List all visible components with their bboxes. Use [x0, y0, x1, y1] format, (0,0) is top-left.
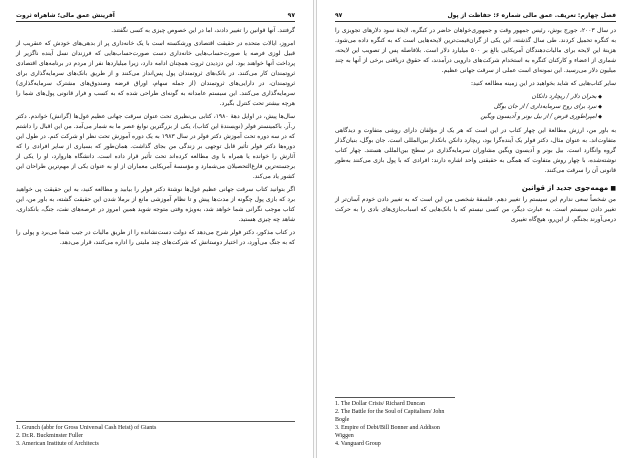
left-paragraph: در کتاب مذکور، دکتر فولر شرح می‌دهد که دولت دست‌نشانده را از طریق مالیات در جیب شما می‌برد و پولی را که به جنگ می‌آورد، در اختیار دوستانش که شرکت‌های چند ملیتی را اداره می‌کنند، قرار می‌دهد. [16, 229, 295, 246]
left-page-number: ۹۷ [287, 12, 295, 19]
footnote: 2. The Battle for the Soul of Capitalism/ John Bogle [335, 409, 445, 423]
left-page [0, 0, 314, 458]
right-paragraph: سایر کتاب‌هایی که شاید بخواهید در این زمینه مطالعه کنید: [471, 80, 616, 87]
right-running-head [335, 12, 616, 22]
right-paragraph: من شخصاً سعی ندارم این سیستم را تغییر دهم. فلسفهٔ شخصی من این است که به تغییر دادن خودم آسان‌تر از تغییر دادن سیستم است. به عبارت دیگر، من کسی نیستم که با بانک‌هایی که اسباب‌بازی‌های بادی را به حرکت درمی‌آورند بجنگم. از این‌رو، هیچ‌گاه تغییری [335, 196, 616, 223]
book-item: ◆ بحران دلار / ریچارد دانکان [335, 92, 602, 102]
left-footnotes [16, 421, 295, 448]
book-item: ◆ امپراطوری قرض / از بیل بونر و آدیسون ویگین [335, 112, 602, 122]
left-running-title: آفرینش عمق مالی؛ شاهراه ثروت [16, 12, 115, 19]
footnote: 2. Dr.R. Buckminster Fuller [16, 433, 83, 439]
book-item: ◆ نبرد برای روح سرمایه‌داری / از جان بوگل [335, 102, 602, 112]
left-paragraph: اگر بتوانید کتاب سرقت جهانی عظیم غول‌ها نوشتهٔ دکتر فولر را بیابید و مطالعه کنید، به این حقیقت پی خواهید برد که بازی پول چگونه از مدت‌ها پیش و تا نظام آموزشی مانع از برملا شدن این حقیقت گشته، به باور من، این کتاب موجب نگرانی شما خواهد شد، به‌ویژه وقتی متوجه شوید همین امروز در عرصه‌های نفت، جنگ، بانکداری، شاهد چه چیزی هستید. [16, 186, 295, 223]
left-paragraph: امروز، ایالات متحده در حقیقت اقتصادی ورشکسته است با یک خانه‌داری پر از بدهی‌های خودش که عنقریب از قبیل لوزی فرصه یا صورت‌حساب‌هایی خانه‌داری دست صورت‌حساب‌هایی که فرزندان نسل آینده ناگزیر از پرداخت آنها خواهند بود. این دزدیدن ثروت همچنان ادامه دارد، زیرا میلیاردها نفر از مردم در برنامه‌های اقتصادی ثروتمندان کار می‌کنند. در بانک‌های ثروتمندان پول پس‌انداز می‌کنند و از طریق بانک‌های سرمایه‌گذاری برای ثروتمندان، در دارایی‌های ثروتمندان (از جمله سهام، اوراق قرضه وصندوق‌های مشترک سرمایه‌گذاری) سرمایه‌گذاری می‌کنند. این سیستم عامدانه به گونه‌ای طراحی شده که به کسب و فرار قانونی پول‌های شما را هرچه بیشتر تحت کنترل بگیرد. [16, 40, 295, 107]
right-page-number: ۹۷ [335, 12, 343, 19]
left-paragraph: سال‌ها پیش، در اوایل دههٔ ۱۹۸۰، کتابی بی‌نظیری تحت عنوان سرقت جهانی عظیم غول‌ها (گرانش) خواندم. دکتر ر.آر. باکمینستر فولر (نویسندهٔ این کتاب)، یکی از بزرگترین نوابغ عصر ما به شمار می‌آمد. من این اقبال را داشتم که در سه دوره تحت آموزش دکتر فولر در سال ۱۹۸۳ به یک دوره آموزش تحت نظر او شرکت کنم. در طول این دوره‌ها دکتر فولر تأثیر قابل توجهی بر زندگی من بجای گذاشت. همان‌طور که بسیاری از سایر افرادی را که آثارش را خوانده یا همراه با وی مطالعه کرده‌اند تحت تأثیر قرار داده است. دانشگاه هاروارد، او را یکی از برجسته‌ترین فارغ‌التحصیلان می‌شمارد و مؤسسهٔ آمریکایی معماران از او به عنوان یکی از مهم‌ترین طراحان این کشور یاد می‌کند. [16, 113, 295, 180]
left-running-head [16, 12, 295, 22]
left-paragraph: گرفتند. آنها قوانین را تغییر دادند، اما در این خصوص چیزی به کسی نگفتند. [111, 27, 295, 34]
right-page [316, 0, 630, 458]
section-heading: ■ مهمه‌جوی جدید از قوانین [335, 184, 616, 192]
footnote: 1. Grunch (abbr for Gross Universal Cash Heist) of Giants [16, 425, 157, 431]
footnote: 3. American Institute of Architects [16, 441, 99, 447]
footnote: 1. The Dollar Crisis/ Richard Duncan [335, 401, 425, 407]
right-running-title: فصل چهارم: تعریف. عمق مالی شماره ۶: حفاظت از پول [447, 12, 616, 19]
right-footnotes [335, 397, 455, 448]
recommended-books-list [335, 92, 616, 122]
footnote: 4. Vanguard Group [335, 441, 381, 447]
right-paragraph: در سال ۲۰۰۳، جورج بوش، رئیس جمهور وقت و جمهوری‌خواهان حاضر در کنگره، لایحهٔ سود دلارهای تجویزی را به کنگره تحمیل کردند. طی سال گذشته، این یکی از گران‌قیمت‌ترین لایحه‌هایی است که به کنگره داده می‌شود. هزینهٔ این لایحه برای مالیات‌دهندگان آمریکایی بالغ بر ۵۰۰ میلیارد دلار است. بلافاصله پس از تصویب این لایحه، شماری از اعضاء و کارکنان کنگره به استخدام شرکت‌های دارویی درآمدند، که حقوق دریافتی برخی از آنها به چند میلیون دلار می‌رسید. این نمونه‌ای است عملی از سرقت جهانی عظیم. [335, 27, 616, 74]
right-paragraph: به باور من، ارزش مطالعهٔ این چهار کتاب در این است که هر یک از مؤلفان دارای روشی متفاوت و دیدگاهی متفاوت‌اند. به عنوان مثال، دکتر فولر یک آینده‌گرا بود، ریچارد دانکن بانکدار بین‌المللی است. جان بوگل، بنیان‌گذار گروه وانگارد است. بیل بونر و آدیسون ویگین مشاوران سرمایه‌گذاری در سطح بین‌المللی هستند. چهار کتاب نوشته‌شده، با چهار روش متفاوت که همگی به حقیقتی واحد اشاره دارند: افرادی که با پول بازی می‌کنند به‌طور قانونی آن را سرقت می‌کنند. [335, 127, 616, 174]
footnote: 3. Empire of Debt/Bill Bonner and Addison Wiggen [335, 425, 440, 439]
